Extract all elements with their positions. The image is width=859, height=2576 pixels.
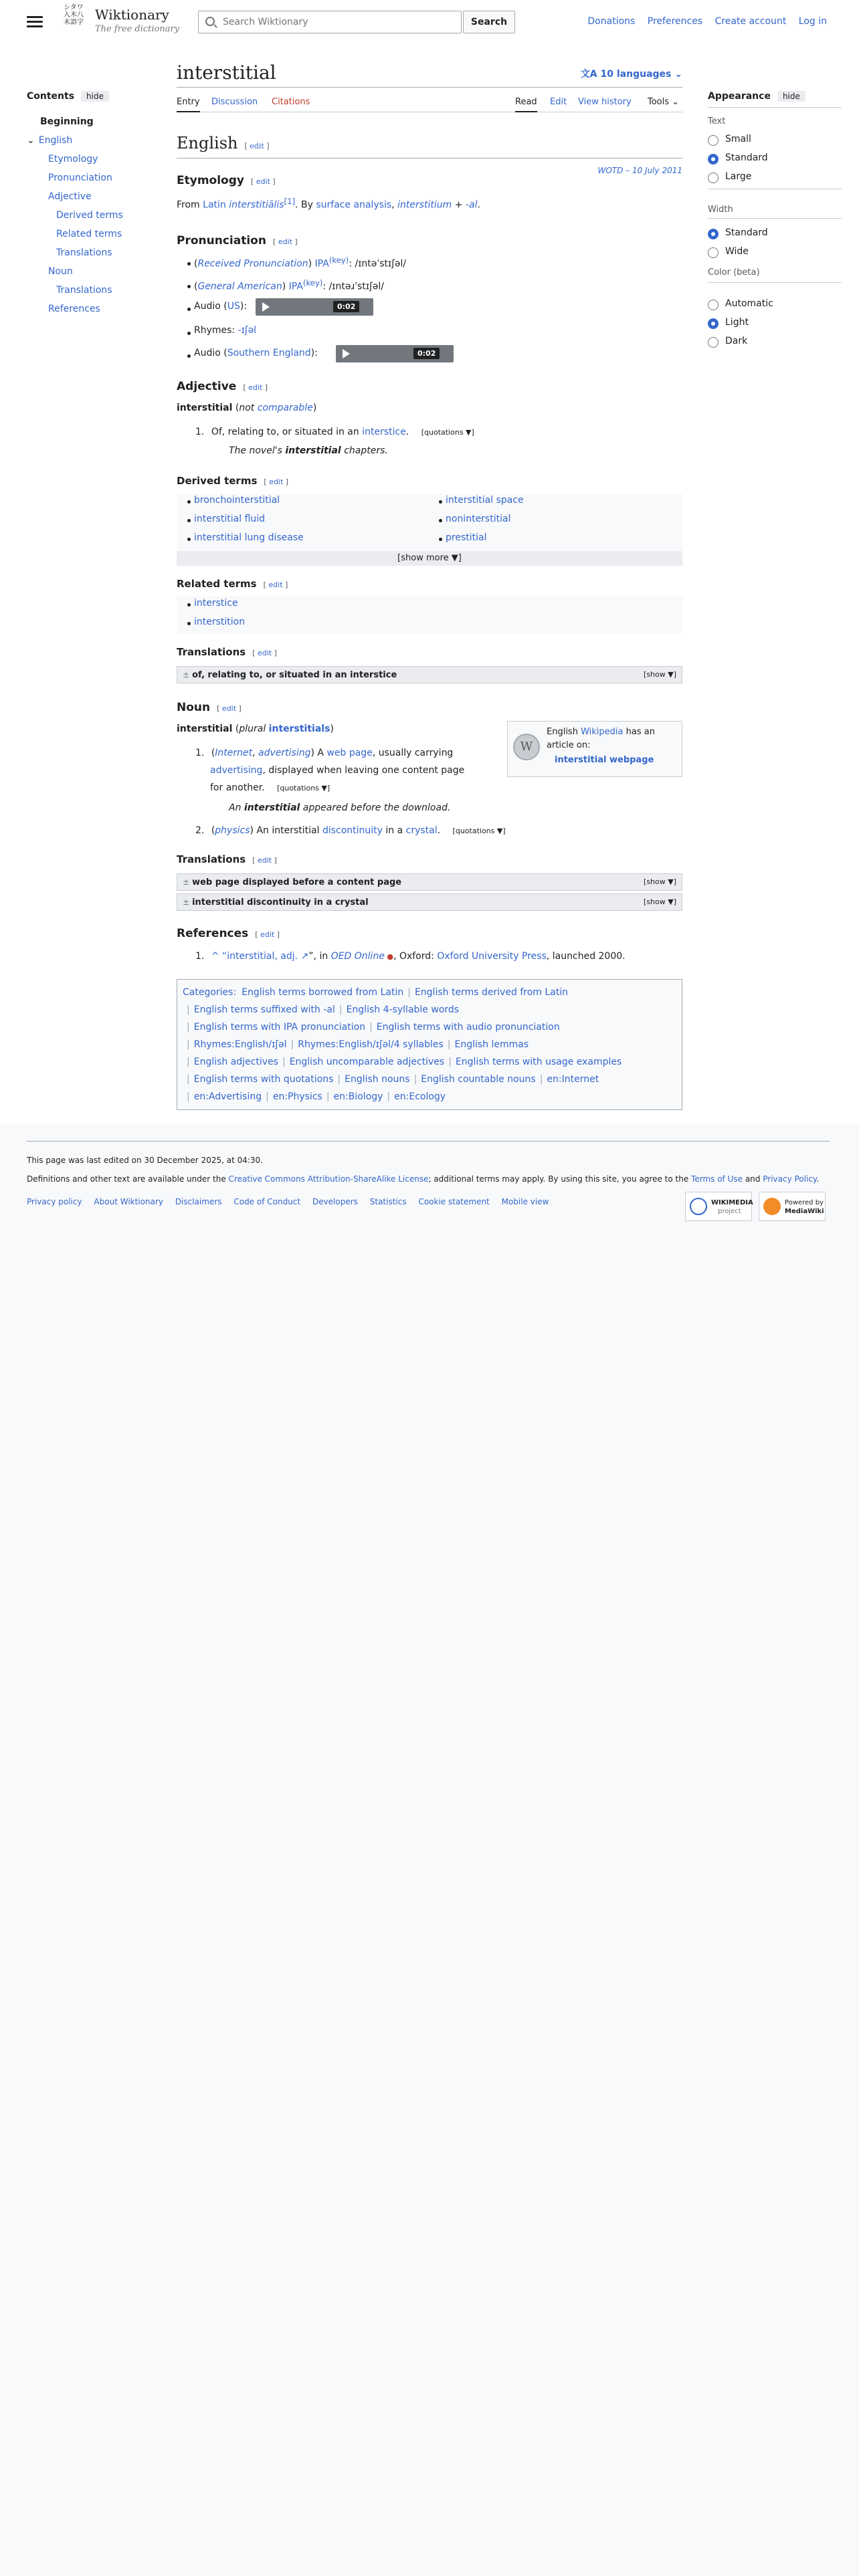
- wikipedia-article-link[interactable]: interstitial webpage: [555, 755, 654, 765]
- category-link[interactable]: English terms with quotations: [193, 1074, 334, 1085]
- color-dark-radio[interactable]: [708, 337, 719, 348]
- page-title: interstitial: [177, 62, 276, 84]
- ga-pronunciation: (General American) $IPA^{(key)}$: /ɪntəɹˈstɪʃəl/: [194, 278, 385, 292]
- donations-link[interactable]: Donations: [587, 16, 636, 27]
- wikimedia-logo-icon: [690, 1198, 707, 1215]
- footer-link[interactable]: Disclaimers: [175, 1197, 222, 1206]
- mediawiki-badge[interactable]: Powered by MediaWiki: [759, 1192, 826, 1221]
- category-link[interactable]: English terms with audio pronunciation: [376, 1022, 560, 1033]
- interstitialis-link[interactable]: interstitiālis: [229, 199, 284, 211]
- adjective-heading: Adjective [ edit ]: [177, 380, 268, 393]
- play-icon[interactable]: [262, 302, 270, 312]
- category-link[interactable]: en:Advertising: [193, 1091, 262, 1102]
- audio-duration: 0:02: [333, 301, 359, 312]
- category-link[interactable]: English 4-syllable words: [346, 1004, 460, 1015]
- category-link[interactable]: English terms suffixed with -al: [193, 1004, 335, 1015]
- last-edited: This page was last edited on 30 December 2025, at 04:30.: [27, 1156, 263, 1165]
- rhymes-line: Rhymes: -ɪʃəl: [194, 325, 257, 336]
- toc-item-pronunciation[interactable]: Pronunciation: [48, 173, 112, 183]
- etymology-heading: Etymology [ edit ]: [177, 174, 276, 187]
- edit-link[interactable]: edit: [258, 856, 272, 865]
- tab-entry[interactable]: Entry: [177, 92, 200, 112]
- translations-heading: Translations [ edit ]: [177, 646, 277, 658]
- text-large-radio[interactable]: [708, 173, 719, 183]
- color-label: Color (beta): [708, 267, 760, 278]
- derived-terms-box: [177, 494, 682, 552]
- tab-edit[interactable]: Edit: [550, 97, 567, 107]
- pronunciation-heading: Pronunciation [ edit ]: [177, 234, 298, 247]
- al-suffix-link[interactable]: -al: [465, 199, 478, 211]
- external-link-icon: ↗: [298, 951, 309, 962]
- footer-link[interactable]: Code of Conduct: [233, 1197, 301, 1206]
- edit-link[interactable]: edit: [248, 383, 263, 392]
- wiktionary-logo[interactable]: シタワ 入木八 未語字: [64, 4, 84, 26]
- adjective-example: The novel's interstitial chapters.: [229, 445, 388, 456]
- rp-pronunciation: (Received Pronunciation) $IPA^{(key)}$: /ɪntəˈstɪʃəl/: [194, 255, 407, 270]
- search-icon: [205, 17, 215, 26]
- footer-link[interactable]: Developers: [312, 1197, 358, 1206]
- color-light-label: Light: [725, 317, 749, 328]
- width-wide-label: Wide: [725, 246, 749, 257]
- toc-item-adjective[interactable]: Adjective: [48, 191, 92, 202]
- audio-duration: 0:02: [413, 348, 440, 359]
- category-link[interactable]: Rhymes:English/ɪʃəl/4 syllables: [298, 1039, 444, 1050]
- table-of-contents: [27, 91, 161, 314]
- reference-item: 1. ^ “interstitial, adj. ↗”, in OED Online ●, Oxford: Oxford University Press, launched 2000.: [195, 951, 626, 962]
- color-dark-label: Dark: [725, 336, 748, 346]
- related-terms-heading: Related terms [ edit ]: [177, 578, 288, 590]
- category-link[interactable]: English terms borrowed from Latin: [242, 987, 404, 998]
- play-icon[interactable]: [343, 349, 350, 358]
- tab-discussion[interactable]: Discussion: [211, 97, 258, 107]
- edit-link[interactable]: edit: [221, 704, 237, 713]
- toc-item-beginning[interactable]: Beginning: [40, 116, 94, 127]
- references-heading: References [ edit ]: [177, 927, 280, 940]
- reference-link[interactable]: [1]: [284, 197, 296, 206]
- text-small-radio[interactable]: [708, 135, 719, 146]
- plus-icon: ±: [183, 670, 190, 679]
- audio-player-us[interactable]: [256, 298, 373, 316]
- category-link[interactable]: English lemmas: [454, 1039, 529, 1050]
- appearance-hide-button[interactable]: hide: [777, 91, 805, 102]
- category-link[interactable]: English uncomparable adjectives: [289, 1057, 445, 1067]
- noun-definition-2: 2. (physics) An interstitial discontinuity in a crystal. [quotations ▼]: [195, 825, 506, 836]
- translation-box[interactable]: ± of, relating to, or situated in an interstice [show ▼]: [177, 666, 682, 683]
- color-light-radio[interactable]: [708, 318, 719, 329]
- toc-item-noun[interactable]: Noun: [48, 266, 73, 277]
- text-small-label: Small: [725, 134, 751, 144]
- list-item[interactable]: interstition: [194, 617, 246, 627]
- list-item[interactable]: bronchointerstitial: [194, 495, 280, 506]
- list-item[interactable]: interstitial space: [446, 495, 524, 506]
- toc-item-references[interactable]: References: [48, 304, 100, 314]
- footer-link[interactable]: Mobile view: [501, 1197, 549, 1206]
- edit-link[interactable]: edit: [258, 649, 272, 657]
- chevron-down-icon: ⌄: [674, 69, 682, 80]
- category-link[interactable]: English nouns: [345, 1074, 410, 1085]
- menu-icon[interactable]: [27, 16, 43, 28]
- quotations-toggle[interactable]: [quotations ▼]: [452, 827, 506, 835]
- category-link[interactable]: English terms derived from Latin: [414, 987, 568, 998]
- toc-item-derived-terms[interactable]: Derived terms: [56, 210, 123, 221]
- list-item[interactable]: interstice: [194, 598, 238, 609]
- wotd-link[interactable]: WOTD – 10 July 2011: [597, 166, 682, 175]
- wikimedia-badge[interactable]: WIKIMEDIA project: [685, 1192, 752, 1221]
- search-input[interactable]: [221, 14, 449, 30]
- noun-translations-heading: Translations [ edit ]: [177, 853, 277, 865]
- edit-link[interactable]: edit: [250, 142, 264, 150]
- footer-link[interactable]: Cookie statement: [418, 1197, 490, 1206]
- site-header: [0, 0, 859, 47]
- derived-terms-heading: Derived terms [ edit ]: [177, 475, 289, 487]
- text-standard-radio[interactable]: [708, 154, 719, 165]
- site-tagline: The free dictionary: [95, 24, 180, 34]
- edit-link[interactable]: edit: [278, 237, 292, 246]
- footer-link[interactable]: About Wiktionary: [94, 1197, 163, 1206]
- toc-hide-button[interactable]: hide: [81, 91, 109, 102]
- color-automatic-label: Automatic: [725, 298, 773, 309]
- list-item[interactable]: prestitial: [446, 532, 487, 543]
- license-text: Definitions and other text are available under the Creative Commons Attribution-ShareAlike License; additional terms may apply. By using this site, you agree to the Terms of Use and Privacy Policy.: [27, 1174, 820, 1184]
- show-toggle[interactable]: [show ▼]: [644, 670, 676, 679]
- list-item[interactable]: noninterstitial: [446, 514, 511, 524]
- toc-title: Contents hide: [27, 91, 161, 102]
- categories-box: Categories: English terms borrowed from Latin | English terms derived from Latin | English terms suffixed with -al | English 4-syllable words | English terms with IPA pronunciation | English terms with audio pronunciation | Rhymes:English/ɪʃəl | Rhymes:English/ɪʃəl/4 syllables | English lemmas | English adjectives | English uncomparable adjectives | English terms with usage examples | English terms with quotations | English nouns | English countable nouns | en:Internet | en:Advertising | en:Physics | en:Biology | en:Ecology: [177, 979, 682, 1110]
- width-standard-radio[interactable]: [708, 229, 719, 239]
- show-more-button[interactable]: [show more ▼]: [177, 551, 682, 566]
- latin-link[interactable]: Latin: [203, 199, 226, 211]
- category-link[interactable]: en:Physics: [272, 1091, 322, 1102]
- plus-icon: ±: [183, 877, 190, 887]
- chevron-down-icon[interactable]: ⌄: [27, 135, 35, 146]
- toc-item-translations[interactable]: Translations: [56, 247, 112, 258]
- noun-example: An interstitial appeared before the download.: [229, 802, 451, 813]
- audio-se-label: Audio (Southern England):: [194, 348, 318, 358]
- tab-view-history[interactable]: View history: [578, 97, 632, 107]
- footer-link[interactable]: Privacy policy: [27, 1197, 82, 1206]
- list-item[interactable]: interstitial fluid: [194, 514, 266, 524]
- lock-icon: ●: [384, 952, 394, 961]
- edit-link[interactable]: edit: [268, 580, 283, 589]
- mediawiki-logo-icon: [763, 1198, 781, 1215]
- category-link[interactable]: English terms with IPA pronunciation: [193, 1022, 366, 1033]
- toc-item-related-terms[interactable]: Related terms: [56, 229, 122, 239]
- translate-icon: 文A: [580, 69, 601, 80]
- tab-citations[interactable]: Citations: [272, 97, 310, 107]
- edit-link[interactable]: edit: [260, 930, 275, 939]
- text-size-label: Text: [708, 116, 726, 126]
- wikipedia-box: W English Wikipedia has an article on: interstitial webpage: [507, 721, 682, 777]
- related-terms-box: [177, 597, 682, 634]
- footer-links: [27, 1197, 558, 1206]
- log-in-link[interactable]: Log in: [798, 16, 827, 27]
- interstitium-link[interactable]: interstitium: [397, 199, 452, 211]
- category-link[interactable]: en:Biology: [333, 1091, 383, 1102]
- color-automatic-radio[interactable]: [708, 300, 719, 310]
- categories-link[interactable]: Categories:: [183, 987, 237, 998]
- edit-link[interactable]: edit: [256, 177, 270, 186]
- noun-definition-1: 1. (Internet, advertising) A web page, usually carrying: [195, 748, 454, 758]
- language-button[interactable]: 文A 10 languages ⌄: [580, 69, 682, 80]
- toc-item-etymology[interactable]: Etymology: [48, 154, 98, 165]
- plus-icon: ±: [183, 897, 190, 907]
- translation-box[interactable]: ± web page displayed before a content page [show ▼]: [177, 873, 682, 891]
- search-box[interactable]: [198, 11, 462, 33]
- translation-box[interactable]: ± interstitial discontinuity in a crystal [show ▼]: [177, 893, 682, 911]
- wikipedia-globe-icon: W: [513, 734, 540, 760]
- audio-player-se[interactable]: [336, 345, 454, 362]
- noun-definition-1-cont: advertising, displayed when leaving one content page: [210, 765, 465, 776]
- language-heading: English [ edit ]: [177, 134, 270, 152]
- site-title[interactable]: Wiktionary: [95, 7, 169, 23]
- personal-links: [578, 16, 827, 27]
- category-link[interactable]: en:Ecology: [394, 1091, 446, 1102]
- surface-analysis-link[interactable]: surface analysis: [316, 199, 392, 211]
- search-button[interactable]: Search: [463, 11, 515, 33]
- quotations-toggle[interactable]: [quotations ▼]: [277, 784, 330, 792]
- noun-definition-1-end: for another. [quotations ▼]: [210, 782, 330, 793]
- tools-menu[interactable]: Tools ⌄: [648, 97, 680, 107]
- tab-read[interactable]: Read: [515, 92, 537, 112]
- page-tabs: [177, 92, 682, 112]
- appearance-title: Appearance hide: [708, 91, 842, 102]
- toc-item-english[interactable]: ⌄ English: [27, 135, 73, 146]
- etymology-text: From Latin interstitiālis[1]. By surface analysis, interstitium + -al.: [177, 197, 480, 211]
- text-large-label: Large: [725, 171, 752, 182]
- show-toggle[interactable]: [show ▼]: [644, 877, 676, 886]
- noun-headword-line: interstitial (plural interstitials): [177, 724, 334, 734]
- appearance-panel: [708, 91, 842, 346]
- adjective-definition-1: 1. Of, relating to, or situated in an interstice. [quotations ▼]: [195, 427, 474, 437]
- noun-heading: Noun [ edit ]: [177, 701, 242, 714]
- category-link[interactable]: English terms with usage examples: [455, 1057, 622, 1067]
- category-link[interactable]: English adjectives: [193, 1057, 278, 1067]
- audio-us-label: Audio (US):: [194, 301, 248, 312]
- footer-link[interactable]: Statistics: [369, 1197, 407, 1206]
- category-link[interactable]: Rhymes:English/ɪʃəl: [193, 1039, 287, 1050]
- quotations-toggle[interactable]: [quotations ▼]: [421, 428, 474, 437]
- width-wide-radio[interactable]: [708, 247, 719, 258]
- toc-item-noun-translations[interactable]: Translations: [56, 285, 112, 296]
- width-standard-label: Standard: [725, 227, 768, 238]
- create-account-link[interactable]: Create account: [714, 16, 787, 27]
- preferences-link[interactable]: Preferences: [647, 16, 703, 27]
- adjective-headword-line: interstitial (not comparable): [177, 403, 317, 413]
- category-link[interactable]: English countable nouns: [421, 1074, 536, 1085]
- category-link[interactable]: en:Internet: [547, 1074, 599, 1085]
- edit-link[interactable]: edit: [269, 477, 284, 486]
- show-toggle[interactable]: [show ▼]: [644, 897, 676, 906]
- text-standard-label: Standard: [725, 152, 768, 163]
- width-label: Width: [708, 205, 733, 215]
- list-item[interactable]: interstitial lung disease: [194, 532, 304, 543]
